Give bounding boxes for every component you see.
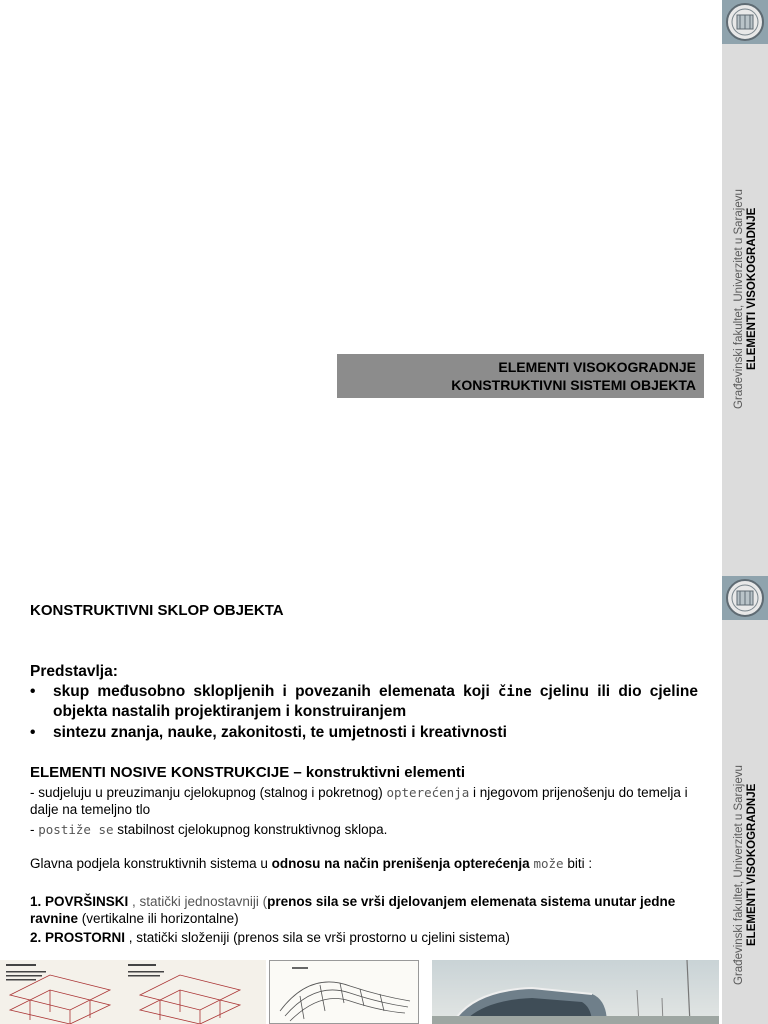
bullet-text-emph: čine	[497, 684, 532, 700]
item-number: 1. POVRŠINSKI	[30, 894, 129, 909]
text-run: (vertikalne ili horizontalne)	[78, 911, 239, 926]
wall-system-drawings-image	[0, 960, 266, 1024]
title-box	[337, 354, 704, 398]
text-run: postiže se	[38, 822, 114, 837]
list-item-povrsinski	[30, 893, 698, 927]
paragraph-glavna-podjela	[30, 855, 698, 872]
section-heading: KONSTRUKTIVNI SKLOP OBJEKTA	[30, 602, 284, 619]
bullet-item	[30, 682, 698, 722]
text-run: može	[533, 856, 564, 871]
item-number: 2. PROSTORNI	[30, 930, 126, 945]
text-run: opterećenja	[386, 785, 470, 800]
list-item-prostorni	[30, 929, 698, 946]
text-run-bold: prenos sila se vrši djelovanjem elemenata sistema unutar jedne ravnine	[30, 894, 676, 926]
text-run: - sudjeluju u preuzimanju cjelokupnog (stalnog i pokretnog)	[30, 785, 387, 800]
bullet-symbol: •	[30, 724, 36, 741]
sidebar	[722, 0, 768, 576]
course-label: ELEMENTI VISOKOGRADNJE	[746, 207, 758, 370]
nosive-heading: ELEMENTI NOSIVE KONSTRUKCIJE – konstruktivni elementi	[30, 764, 466, 781]
bullet-list	[30, 682, 698, 744]
bullet-symbol: •	[30, 683, 36, 700]
slide-content	[0, 576, 768, 1024]
paragraph-preuzimanje	[30, 784, 698, 818]
spatial-structure-sketch-image	[269, 960, 419, 1024]
course-label: ELEMENTI VISOKOGRADNJE	[746, 783, 758, 946]
institution-label: Građevinski fakultet, Univerzitet u Sarajevu	[733, 189, 745, 409]
paragraph-stabilnost	[30, 821, 698, 838]
bullet-item	[30, 723, 698, 743]
text-run: , statički jednostavniji (	[128, 894, 268, 909]
text-run: Glavna podjela konstruktivnih sistema u	[30, 856, 272, 871]
text-run: biti :	[563, 856, 593, 871]
university-seal-icon	[722, 0, 768, 44]
text-run-bold: odnosu na način prenišenja opterećenja	[271, 856, 530, 871]
bullet-text: sintezu znanja, nauke, zakonitosti, te umjetnosti i kreativnosti	[53, 724, 507, 741]
text-run: i njegovom prijenošenju do temelja i dalje na temeljno tlo	[30, 785, 688, 817]
bullet-text: cjelinu ili dio cjeline objekta nastalih projektiranjem i konstruiranjem	[53, 683, 699, 720]
university-seal-icon	[722, 576, 768, 620]
institution-label: Građevinski fakultet, Univerzitet u Sarajevu	[733, 765, 745, 985]
title-line-1: ELEMENTI VISOKOGRADNJE	[498, 359, 696, 375]
text-run: , statički složeniji (prenos sila se vrši prostorno u cjelini sistema)	[125, 930, 510, 945]
text-run: stabilnost cjelokupnog konstruktivnog sklopa.	[113, 822, 388, 837]
title-line-2: KONSTRUKTIVNI SISTEMI OBJEKTA	[451, 377, 696, 393]
bullet-text: skup međusobno sklopljenih i povezanih elemenata koji	[53, 683, 498, 700]
building-photo-image	[432, 960, 719, 1024]
text-run: -	[30, 822, 39, 837]
sidebar	[722, 576, 768, 1024]
predstavlja-label: Predstavlja:	[30, 663, 118, 680]
